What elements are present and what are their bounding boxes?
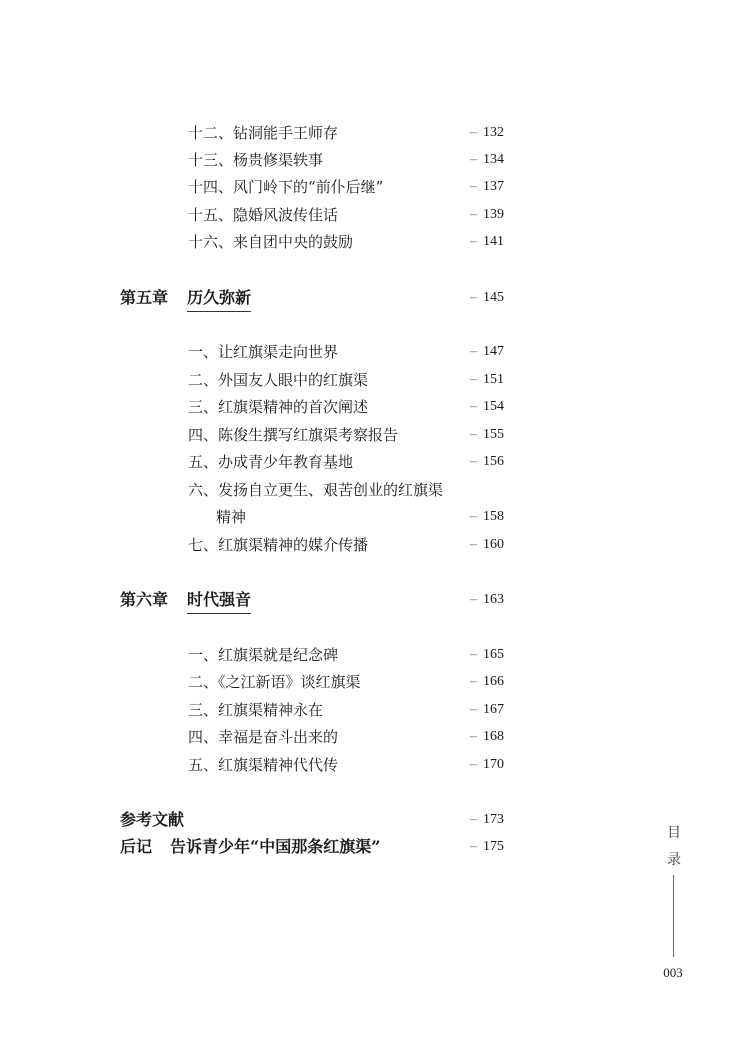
page-number: 139 bbox=[483, 207, 504, 222]
toc-entry-label: 一、让红旗渠走向世界 bbox=[188, 343, 339, 361]
toc-entry-page bbox=[470, 672, 504, 692]
dash-mark: – bbox=[470, 729, 477, 744]
page-number: 158 bbox=[483, 509, 504, 524]
toc-entry-page bbox=[470, 452, 504, 472]
page-number: 170 bbox=[483, 757, 504, 772]
chapter-label: 第六章 bbox=[120, 590, 169, 609]
toc-entry-label: 四、幸福是奋斗出来的 bbox=[188, 728, 339, 746]
page-number: 173 bbox=[483, 812, 504, 827]
page-number: 166 bbox=[483, 674, 504, 689]
side-label-char: 录 bbox=[667, 852, 681, 868]
toc-entry-label: 二、《之江新语》谈红旗渠 bbox=[188, 673, 361, 691]
dash-mark: – bbox=[470, 179, 477, 194]
side-rule bbox=[673, 875, 674, 957]
page-folio: 003 bbox=[663, 965, 683, 980]
toc-entry-page bbox=[470, 397, 504, 417]
references-label: 参考文献 bbox=[120, 810, 185, 829]
page-number: 168 bbox=[483, 729, 504, 744]
page-number: 151 bbox=[483, 372, 504, 387]
toc-entry-page bbox=[470, 123, 504, 143]
toc-entry-page bbox=[470, 755, 504, 775]
dash-mark: – bbox=[470, 839, 477, 854]
dash-mark: – bbox=[470, 812, 477, 827]
dash-mark: – bbox=[470, 592, 477, 607]
page-number: 165 bbox=[483, 647, 504, 662]
toc-entry-page bbox=[470, 205, 504, 225]
toc-entry-label: 十三、杨贵修渠轶事 bbox=[188, 151, 324, 169]
page-number: 145 bbox=[483, 290, 504, 305]
page-number: 163 bbox=[483, 592, 504, 607]
toc-entry-label: 三、红旗渠精神的首次阐述 bbox=[188, 398, 369, 416]
chapter-title: 时代强音 bbox=[187, 590, 251, 614]
dash-mark: – bbox=[470, 757, 477, 772]
dash-mark: – bbox=[470, 674, 477, 689]
toc-entry-label: 六、发扬自立更生、艰苦创业的红旗渠 bbox=[188, 481, 444, 499]
toc-entry-label: 七、红旗渠精神的媒介传播 bbox=[188, 536, 369, 554]
page-number: 154 bbox=[483, 399, 504, 414]
page-number: 167 bbox=[483, 702, 504, 717]
toc-entry-page bbox=[470, 370, 504, 390]
chapter-title: 历久弥新 bbox=[187, 288, 251, 312]
toc-entry-label: 十六、来自团中央的鼓励 bbox=[188, 233, 354, 251]
dash-mark: – bbox=[470, 290, 477, 305]
dash-mark: – bbox=[470, 399, 477, 414]
toc-entry-page bbox=[470, 700, 504, 720]
page-number: 155 bbox=[483, 427, 504, 442]
dash-mark: – bbox=[470, 454, 477, 469]
page-number: 175 bbox=[483, 839, 504, 854]
dash-mark: – bbox=[470, 234, 477, 249]
toc-entry-page bbox=[470, 425, 504, 445]
toc-entry-label: 四、陈俊生撰写红旗渠考察报告 bbox=[188, 426, 399, 444]
toc-entry-page bbox=[470, 288, 504, 308]
toc-entry-page bbox=[470, 342, 504, 362]
afterword-label: 后记 bbox=[120, 837, 153, 856]
page-number: 137 bbox=[483, 179, 504, 194]
toc-entry-page bbox=[470, 150, 504, 170]
toc-entry-page bbox=[470, 232, 504, 252]
toc-entry-label: 五、办成青少年教育基地 bbox=[188, 453, 354, 471]
toc-entry-page bbox=[470, 837, 504, 857]
toc-entry-page bbox=[470, 177, 504, 197]
page-number: 134 bbox=[483, 152, 504, 167]
toc-entry-label: 二、外国友人眼中的红旗渠 bbox=[188, 371, 369, 389]
dash-mark: – bbox=[470, 427, 477, 442]
dash-mark: – bbox=[470, 647, 477, 662]
dash-mark: – bbox=[470, 152, 477, 167]
dash-mark: – bbox=[470, 125, 477, 140]
toc-entry-page bbox=[470, 727, 504, 747]
dash-mark: – bbox=[470, 344, 477, 359]
toc-entry-page bbox=[470, 535, 504, 555]
page-number: 156 bbox=[483, 454, 504, 469]
dash-mark: – bbox=[470, 509, 477, 524]
toc-entry-label: 五、红旗渠精神代代传 bbox=[188, 756, 339, 774]
dash-mark: – bbox=[470, 207, 477, 222]
toc-entry-page bbox=[470, 645, 504, 665]
page-number: 160 bbox=[483, 537, 504, 552]
afterword-title: 告诉青少年“中国那条红旗渠” bbox=[170, 837, 381, 856]
page-number: 132 bbox=[483, 125, 504, 140]
toc-entry-label: 十五、隐婚风波传佳话 bbox=[188, 206, 339, 224]
toc-entry-label: 一、红旗渠就是纪念碑 bbox=[188, 646, 339, 664]
toc-entry-label-continuation: 精神 bbox=[216, 508, 247, 526]
dash-mark: – bbox=[470, 372, 477, 387]
page-number: 141 bbox=[483, 234, 504, 249]
chapter-label: 第五章 bbox=[120, 288, 169, 307]
side-label-char: 目 bbox=[667, 825, 681, 841]
toc-entry-page bbox=[470, 590, 504, 610]
toc-entry-label: 三、红旗渠精神永在 bbox=[188, 701, 324, 719]
dash-mark: – bbox=[470, 702, 477, 717]
page-number: 147 bbox=[483, 344, 504, 359]
toc-entry-label: 十二、钻洞能手王师存 bbox=[188, 124, 339, 142]
toc-entry-page bbox=[470, 507, 504, 527]
toc-entry-page bbox=[470, 810, 504, 830]
toc-entry-label: 十四、风门岭下的“前仆后继” bbox=[188, 178, 384, 196]
dash-mark: – bbox=[470, 537, 477, 552]
